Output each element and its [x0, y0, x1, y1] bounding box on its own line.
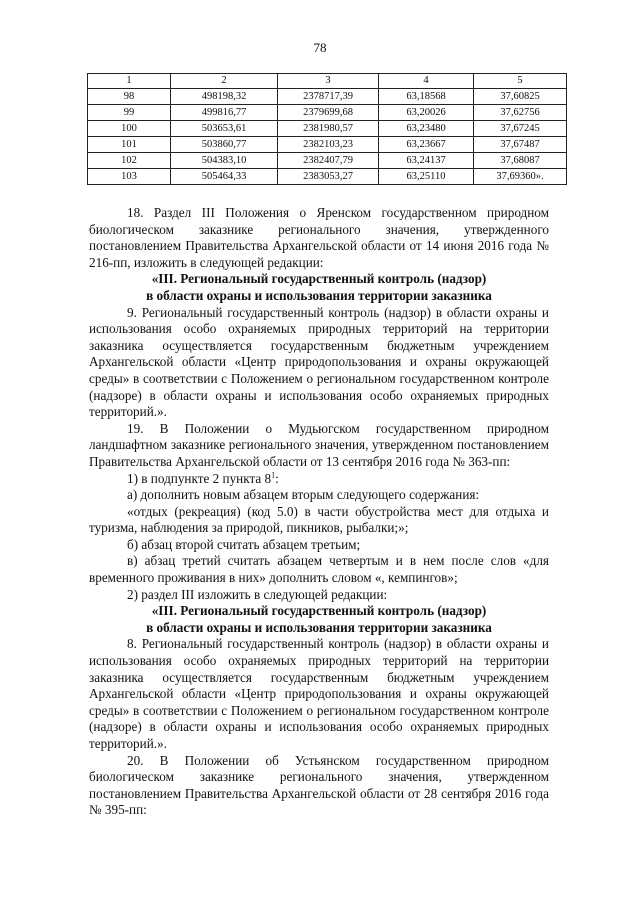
table-cell: 100 [88, 121, 171, 137]
paragraph-8: 8. Региональный государственный контроль (надзор) в области охраны и использования особо охраняемых природных территорий на территории заказника осуществляется государственным бюджетным учреждением Архангельской области «Центр природопользования и охраны окружающей среды» в соответствии с Положением о региональном государственном контроле (надзоре) в области охраны и использования особо охраняемых природных территорий.». [89, 636, 549, 751]
coordinates-table [87, 73, 567, 185]
table-cell: 63,23667 [379, 137, 474, 153]
table-row [88, 153, 567, 169]
paragraph-19-item-b: б) абзац второй считать абзацем третьим; [127, 536, 361, 552]
table-cell: 99 [88, 105, 171, 121]
section-heading-line: в области охраны и использования территории заказника [146, 619, 492, 635]
table-cell: 63,18568 [379, 89, 474, 105]
paragraph-18: 18. Раздел III Положения о Яренском государственном природном биологическом заказнике регионального значения, утвержденного постановлением Правительства Архангельской области от 14 июня 2016 года № 216-пп, изложить в следующей редакции: [89, 205, 549, 270]
table-cell: 63,23480 [379, 121, 474, 137]
table-cell: 2378717,39 [278, 89, 379, 105]
table-cell: 63,25110 [379, 169, 474, 185]
table-header-cell: 2 [171, 74, 278, 89]
paragraph-19-item-1 [89, 471, 549, 488]
table-cell: 37,67487 [474, 137, 567, 153]
table-header-cell: 5 [474, 74, 567, 89]
table-row [88, 89, 567, 105]
table-row [88, 121, 567, 137]
section-heading-line: в области охраны и использования территории заказника [146, 287, 492, 303]
table-cell: 101 [88, 137, 171, 153]
page-number: 78 [313, 40, 327, 55]
table-cell: 37,68087 [474, 153, 567, 169]
table-cell: 2382407,79 [278, 153, 379, 169]
table-cell: 2383053,27 [278, 169, 379, 185]
table-cell: 504383,10 [171, 153, 278, 169]
table-cell: 102 [88, 153, 171, 169]
table-cell: 503860,77 [171, 137, 278, 153]
table-cell: 98 [88, 89, 171, 105]
document-body [89, 205, 549, 819]
paragraph-9: 9. Региональный государственный контроль (надзор) в области охраны и использования особо охраняемых природных территорий на территории заказника осуществляется государственным бюджетным учреждением Архангельской области «Центр природопользования и охраны окружающей среды» в соответствии с Положением о региональном государственном контроле (надзоре) в области охраны и использования особо охраняемых природных территорий.». [89, 304, 549, 420]
paragraph-20: 20. В Положении об Устьянском государственном природном биологическом заказнике регионального значения, утвержденном постановлением Правительства Архангельской области от 28 сентября 2016 года № 395-пп: [89, 752, 549, 818]
superscript: 1 [271, 470, 276, 480]
table-cell: 2379699,68 [278, 105, 379, 121]
paragraph-19-item-2: 2) раздел III изложить в следующей редакции: [127, 586, 388, 602]
paragraph-19-quote: «отдых (рекреация) (код 5.0) в части обустройства мест для отдыха и туризма, наблюдения за природой, пикников, рыбалки;»; [89, 503, 549, 536]
table-row [88, 169, 567, 185]
table-cell: 2382103,23 [278, 137, 379, 153]
paragraph-19-item-a: а) дополнить новым абзацем вторым следующего содержания: [127, 487, 480, 503]
table-cell: 63,24137 [379, 153, 474, 169]
paragraph-19: 19. В Положении о Мудьюгском государственном природном ландшафтном заказнике регионального значения, утвержденном постановлением Правительства Архангельской области от 13 сентября 2016 года № 363-пп: [89, 420, 549, 469]
item-text: 1) в подпункте 2 пункта 8 [127, 470, 272, 486]
table-header-cell: 4 [379, 74, 474, 89]
table-cell: 505464,33 [171, 169, 278, 185]
table-cell: 37,60825 [474, 89, 567, 105]
table-cell: 63,20026 [379, 105, 474, 121]
table-header-cell: 1 [88, 74, 171, 89]
section-heading-line: «III. Региональный государственный контроль (надзор) [151, 603, 487, 619]
item-text: : [275, 470, 279, 486]
table-cell: 499816,77 [171, 105, 278, 121]
table-cell: 2381980,57 [278, 121, 379, 137]
table-cell: 37,62756 [474, 105, 567, 121]
table-cell: 498198,32 [171, 89, 278, 105]
section-heading-line: «III. Региональный государственный контроль (надзор) [151, 271, 487, 287]
table-header-row [88, 74, 567, 89]
table-row [88, 137, 567, 153]
table-cell: 503653,61 [171, 121, 278, 137]
paragraph-19-item-v: в) абзац третий считать абзацем четвертым и в нем после слов «для временного проживания в них» дополнить словом «, кемпингов»; [89, 553, 549, 586]
table-cell: 103 [88, 169, 171, 185]
table-header-cell: 3 [278, 74, 379, 89]
table-cell: 37,69360». [474, 169, 567, 185]
table-row [88, 105, 567, 121]
table-cell: 37,67245 [474, 121, 567, 137]
